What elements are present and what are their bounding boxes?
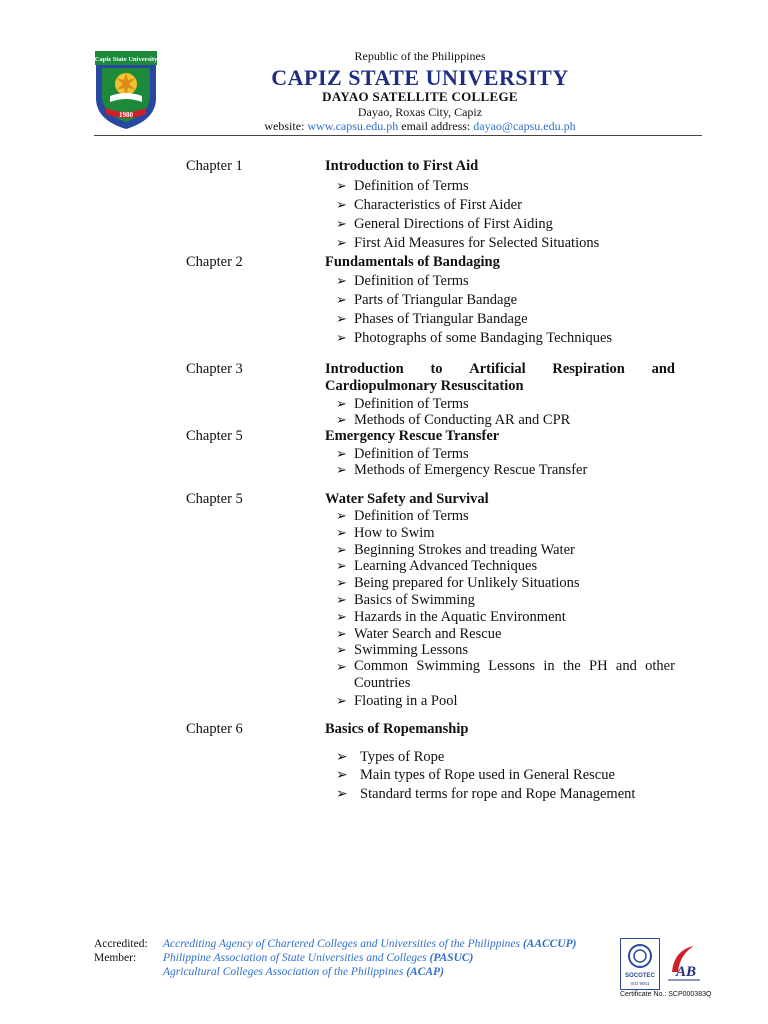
chapter-1-title: Introduction to First Aid (325, 158, 479, 174)
contact-line (150, 119, 690, 134)
chapter-5b-title: Water Safety and Survival (325, 491, 489, 507)
svg-text:ISO 9001: ISO 9001 (630, 981, 650, 986)
list-item: ➢ Photographs of some Bandaging Techniques (336, 330, 613, 346)
list-item-wrapped: ➢ Common Swimming Lessons in the PH and other (336, 658, 675, 674)
chapter-6-title: Basics of Ropemanship (325, 721, 469, 737)
list-item: ➢ Definition of Terms (336, 273, 469, 289)
chapter-3-label: Chapter 3 (186, 361, 243, 377)
accredited-line: Accrediting Agency of Chartered Colleges and Universities of the Philippines (AACCUP) (163, 938, 577, 950)
list-item: ➢ Being prepared for Unlikely Situations (336, 575, 580, 591)
member2-line: Agricultural Colleges Association of the Philippines (ACAP) (163, 966, 444, 978)
accredited-label: Accredited: (94, 938, 148, 950)
list-item-continuation: Countries (354, 675, 411, 691)
socotec-cert-logo (620, 938, 660, 990)
list-item: ➢ General Directions of First Aiding (336, 216, 553, 232)
chapter-6-label: Chapter 6 (186, 721, 243, 737)
list-item: ➢ Definition of Terms (336, 178, 469, 194)
svg-text:SOCOTEC: SOCOTEC (625, 973, 655, 979)
chapter-5a-title: Emergency Rescue Transfer (325, 428, 500, 444)
list-item: ➢ Phases of Triangular Bandage (336, 311, 528, 327)
list-item: ➢ Learning Advanced Techniques (336, 558, 538, 574)
website-link[interactable]: www.capsu.edu.ph (307, 119, 399, 133)
member-label: Member: (94, 952, 137, 964)
list-item: ➢ Methods of Emergency Rescue Transfer (336, 462, 588, 478)
list-item: ➢ Hazards in the Aquatic Environment (336, 609, 566, 625)
list-item: ➢ Definition of Terms (336, 446, 469, 462)
chapter-5a-label: Chapter 5 (186, 428, 243, 444)
email-label: email address: (401, 119, 471, 133)
list-item: ➢ Parts of Triangular Bandage (336, 292, 518, 308)
header-divider (94, 135, 702, 136)
list-item: ➢ Methods of Conducting AR and CPR (336, 412, 571, 428)
list-item: ➢ Swimming Lessons (336, 642, 468, 658)
email-link[interactable]: dayao@capsu.edu.ph (473, 119, 576, 133)
address-line: Dayao, Roxas City, Capiz (357, 105, 483, 119)
list-item: ➢ First Aid Measures for Selected Situations (336, 235, 600, 251)
logo-text: Capiz State University (94, 56, 158, 63)
chapter-1-label: Chapter 1 (186, 158, 243, 174)
svg-text:AB: AB (675, 964, 697, 980)
iab-cert-logo (664, 942, 704, 988)
college-name: DAYAO SATELLITE COLLEGE (322, 89, 518, 104)
certificate-number: Certificate No.: SCP000383Q (620, 991, 712, 998)
republic-line: Republic of the Philippines (354, 49, 486, 63)
chapter-3-title: Introduction to Artificial Respiration and (325, 361, 675, 377)
logo-year: 1980 (119, 111, 133, 119)
list-item: ➢ Beginning Strokes and treading Water (336, 542, 575, 558)
member-line: Philippine Association of State Universities and Colleges (PASUC) (163, 952, 474, 964)
list-item: ➢ Types of Rope (336, 749, 445, 765)
list-item: ➢ Standard terms for rope and Rope Management (336, 786, 636, 802)
chapter-5b-label: Chapter 5 (186, 491, 243, 507)
list-item: ➢ Main types of Rope used in General Rescue (336, 767, 615, 783)
list-item: ➢ Characteristics of First Aider (336, 197, 522, 213)
list-item: ➢ Water Search and Rescue (336, 626, 502, 642)
university-logo (94, 50, 158, 130)
chapter-2-label: Chapter 2 (186, 254, 243, 270)
university-name: CAPIZ STATE UNIVERSITY (271, 65, 569, 90)
chapter-3-title-line2: Cardiopulmonary Resuscitation (325, 378, 524, 394)
chapter-2-title: Fundamentals of Bandaging (325, 254, 500, 270)
list-item: ➢ Floating in a Pool (336, 693, 458, 709)
list-item: ➢ Definition of Terms (336, 396, 469, 412)
list-item: ➢ How to Swim (336, 525, 435, 541)
website-label: website: (264, 119, 305, 133)
list-item: ➢ Definition of Terms (336, 508, 469, 524)
list-item: ➢ Basics of Swimming (336, 592, 475, 608)
